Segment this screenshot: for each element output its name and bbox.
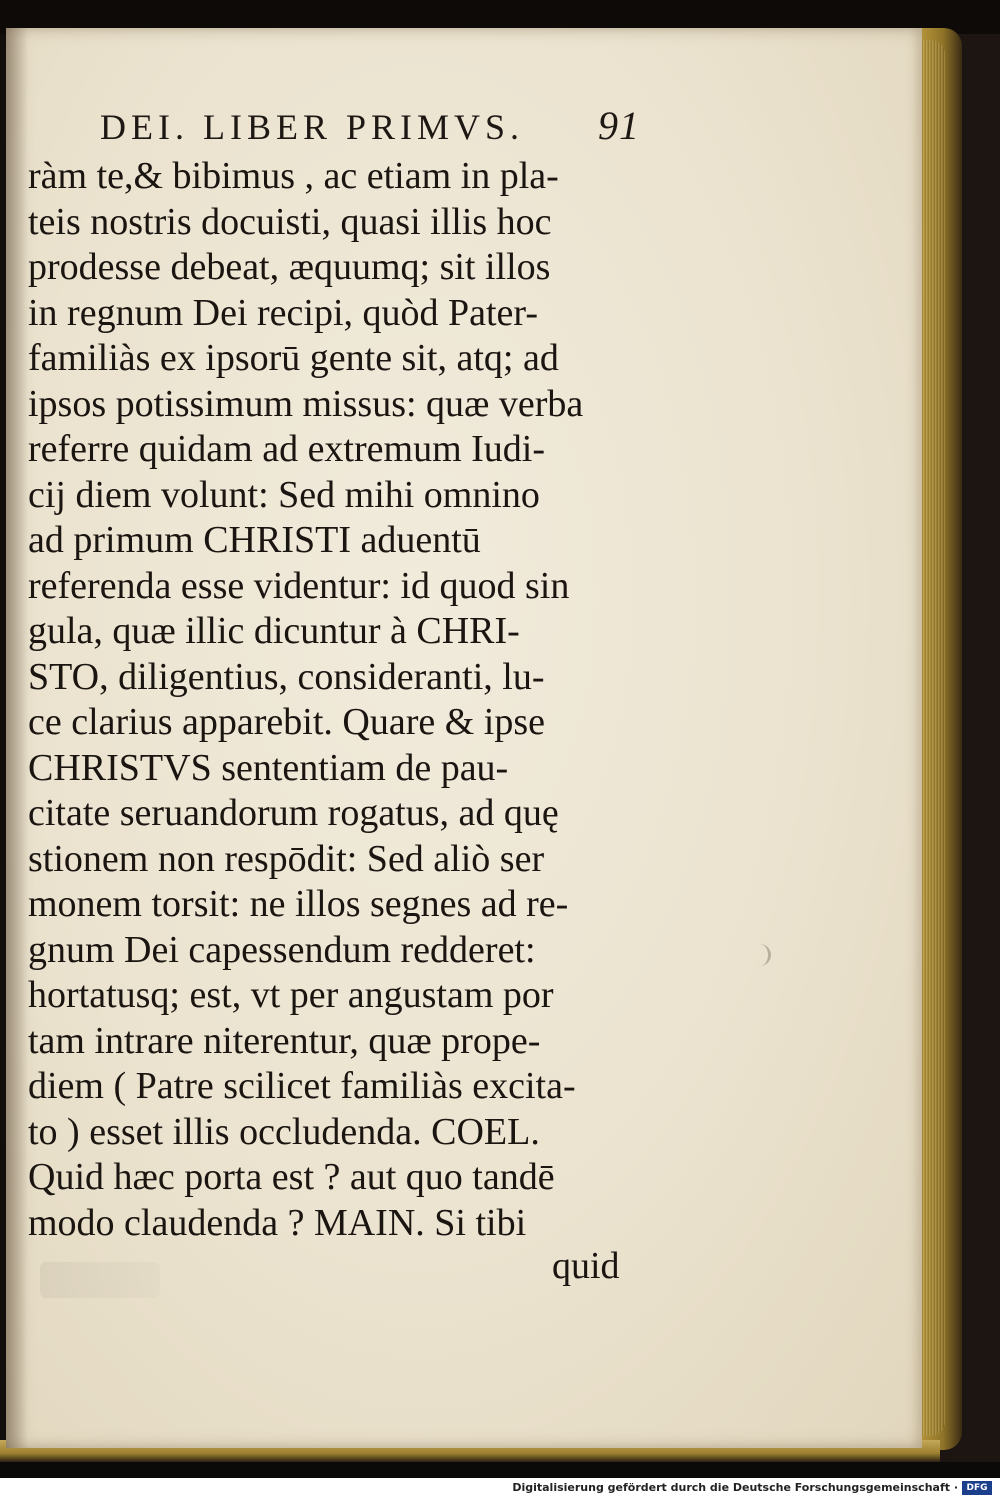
text-line: ce clarius apparebit. Quare & ipse [28,701,545,743]
folio-number: 91 [598,103,640,148]
text-line: prodesse debeat, æquumq; sit illos [28,246,551,288]
body-text [28,154,648,1246]
text-line: ipsos potissimum missus: quæ verba [28,382,584,425]
text-line: ràm te,& bibimus , ac etiam in pla- [28,155,559,197]
running-head [100,102,640,146]
text-line: Quid hæc porta est ? aut quo tandē [28,1156,555,1198]
text-line: modo claudenda ? MAIN. Si tibi [28,1201,527,1244]
catchword: quid [552,1245,620,1287]
text-line: gula, quæ illic dicuntur à CHRI- [28,610,520,652]
text-line: ad primum CHRISTI aduentū [28,519,481,561]
text-line: to ) esset illis occludenda. COEL. [28,1110,540,1153]
ink-bleed-through [40,1262,160,1298]
running-title: DEI. LIBER PRIMVS. [100,107,525,147]
text-line: hortatusq; est, vt per angustam por [28,974,554,1016]
text-line: tam intrare niterentur, quæ prope- [28,1019,541,1062]
gutter-shadow [6,28,28,1448]
scan-backdrop-bottom [0,1462,1000,1478]
text-line: referenda esse videntur: id quod sin [28,564,570,607]
dfg-logo-icon: DFG [962,1481,992,1495]
text-line: CHRISTVS sententiam de pau- [28,746,509,789]
text-line: STO, diligentius, consideranti, lu- [28,655,545,698]
text-line: in regnum Dei recipi, quòd Pater- [28,291,538,334]
funding-credit: Digitalisierung gefördert durch die Deutsche Forschungsgemeinschaft · [512,1481,958,1494]
text-line: gnum Dei capessendum redderet: [28,928,536,971]
text-line: monem torsit: ne illos segnes ad re- [28,883,569,925]
text-line: cij diem volunt: Sed mihi omnino [28,473,540,516]
text-line: familiàs ex ipsorū gente sit, atq; ad [28,337,559,379]
text-line: stionem non respōdit: Sed aliò ser [28,837,545,880]
text-line: diem ( Patre scilicet familiàs excita- [28,1065,576,1107]
text-line: teis nostris docuisti, quasi illis hoc [28,200,552,243]
text-line: referre quidam ad extremum Iudi- [28,428,545,470]
text-line: citate seruandorum rogatus, ad quę [28,792,559,834]
